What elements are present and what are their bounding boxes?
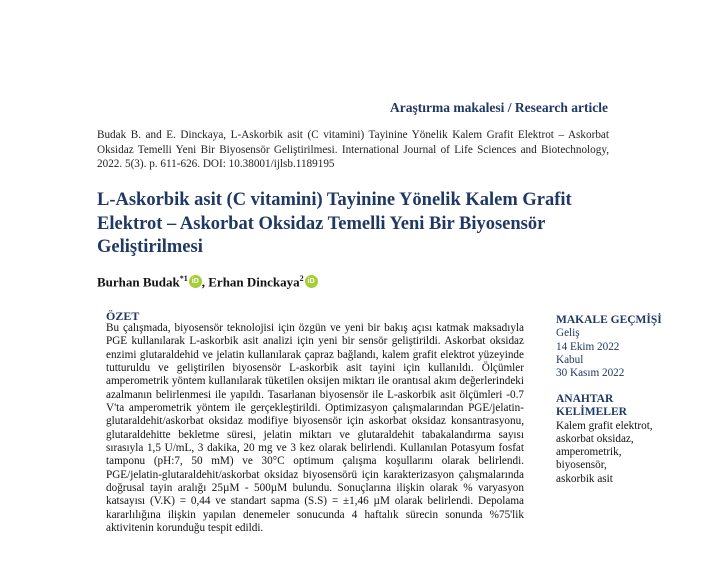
author-name: Burhan Budak bbox=[97, 274, 180, 290]
citation: Budak B. and E. Dinckaya, L-Askorbik asit (C vitamini) Tayinine Yönelik Kalem Grafit Elektrot – Askorbat Oksidaz Temelli Yeni Bir Biyosensör Geliştirilmesi. International Journal of Life Sciences and Biotechnology, 2022. 5(3). p. 611-626. DOI: 10.38001/ijlsb.1189195 bbox=[97, 129, 609, 170]
author-separator: , bbox=[201, 274, 209, 290]
keyword: biyosensör, bbox=[556, 459, 607, 472]
keyword: amperometrik, bbox=[556, 446, 622, 459]
accepted-date: 30 Kasım 2022 bbox=[556, 367, 625, 380]
keywords-heading: KELİMELER bbox=[556, 406, 627, 419]
received-label: Geliş bbox=[556, 327, 580, 340]
keyword: askorbat oksidaz, bbox=[556, 432, 634, 445]
abstract-text: Bu çalışmada, biyosensör teknolojisi için özgün ve yeni bir bakış açısı katmak maksadıyla PGE kullanılarak L-askorbik asit analizi için yeni bir sensör geliştirildi. Askorbat oksidaz enzimi glutaraldehid ve jelatin kullanılarak çapraz bağlandı, kalem grafit elektrot yüzeyinde tutturuldu ve geliştirilen biyosensör L-askorbik asit tayini için kullanıldı. Ölçümler amperometrik yöntem kullanılarak tüketilen oksijen miktarı ile orantısal akım değerlerindeki azalmanın belirlenmesi ile yapıldı. Tasarlanan biyosensör ile L-askorbik asit ölçümleri -0.7 V'ta amperometrik yöntem ile gerçekleştirildi. Optimizasyon çalışmalarından PGE/jelatin-glutaraldehit/askorbat oksidaz modifiye biyosensör için askorbat oksidaz konsantrasyonu, glutaraldehitte bekletme süresi, jelatin miktarı ve glutaraldehit tabakalandırma sayısı sırasıyla 1,5 U/mL, 3 dakika, 20 mg ve 3 kez olarak belirlendi. Kullanılan Potasyum fosfat tamponu (pH:7, 50 mM) ve 30°C optimum çalışma koşullarını olarak belirlendi. PGE/jelatin-glutaraldehit/askorbat oksidaz biyosensörü için karakterizasyon çalışmalarında doğrusal tayin aralığı 25µM - 500µM bulundu. Sonuçlarına ilişkin olarak % varyasyon katsayısı (V.K) = 0,44 ve standart sapma (S.S) = ±1,46 µM olarak belirlendi. Depolama kararlılığına ilişkin yapılan denemeler sonucunda 4 haftalık sürecin sonunda %75'lik aktivitenin korunduğu tespit edildi. bbox=[106, 322, 524, 535]
history-heading: MAKALE GEÇMİŞİ bbox=[556, 314, 662, 326]
author-affiliation: *1 bbox=[179, 274, 188, 283]
paper-title: L-Askorbik asit (C vitamini) Tayinine Yönelik Kalem Grafit Elektrot – Askorbat Oksidaz Temelli Yeni Bir Biyosensör Geliştirilmesi bbox=[97, 190, 572, 257]
article-type: Araştırma makalesi / Research article bbox=[390, 100, 608, 115]
keywords bbox=[556, 393, 686, 486]
abstract-heading: ÖZET bbox=[106, 309, 140, 323]
author-affiliation: 2 bbox=[299, 274, 304, 283]
keywords-heading: ANAHTAR bbox=[556, 393, 614, 405]
author-list bbox=[97, 274, 318, 290]
keyword: askorbik asit bbox=[556, 472, 613, 485]
accepted-label: Kabul bbox=[556, 353, 584, 366]
received-date: 14 Ekim 2022 bbox=[556, 340, 620, 353]
orcid-icon[interactable]: iD bbox=[189, 275, 202, 288]
orcid-icon[interactable]: iD bbox=[305, 275, 318, 288]
article-history bbox=[556, 314, 686, 380]
keyword: Kalem grafit elektrot, bbox=[556, 419, 653, 432]
author-name: Erhan Dinckaya bbox=[208, 274, 300, 290]
